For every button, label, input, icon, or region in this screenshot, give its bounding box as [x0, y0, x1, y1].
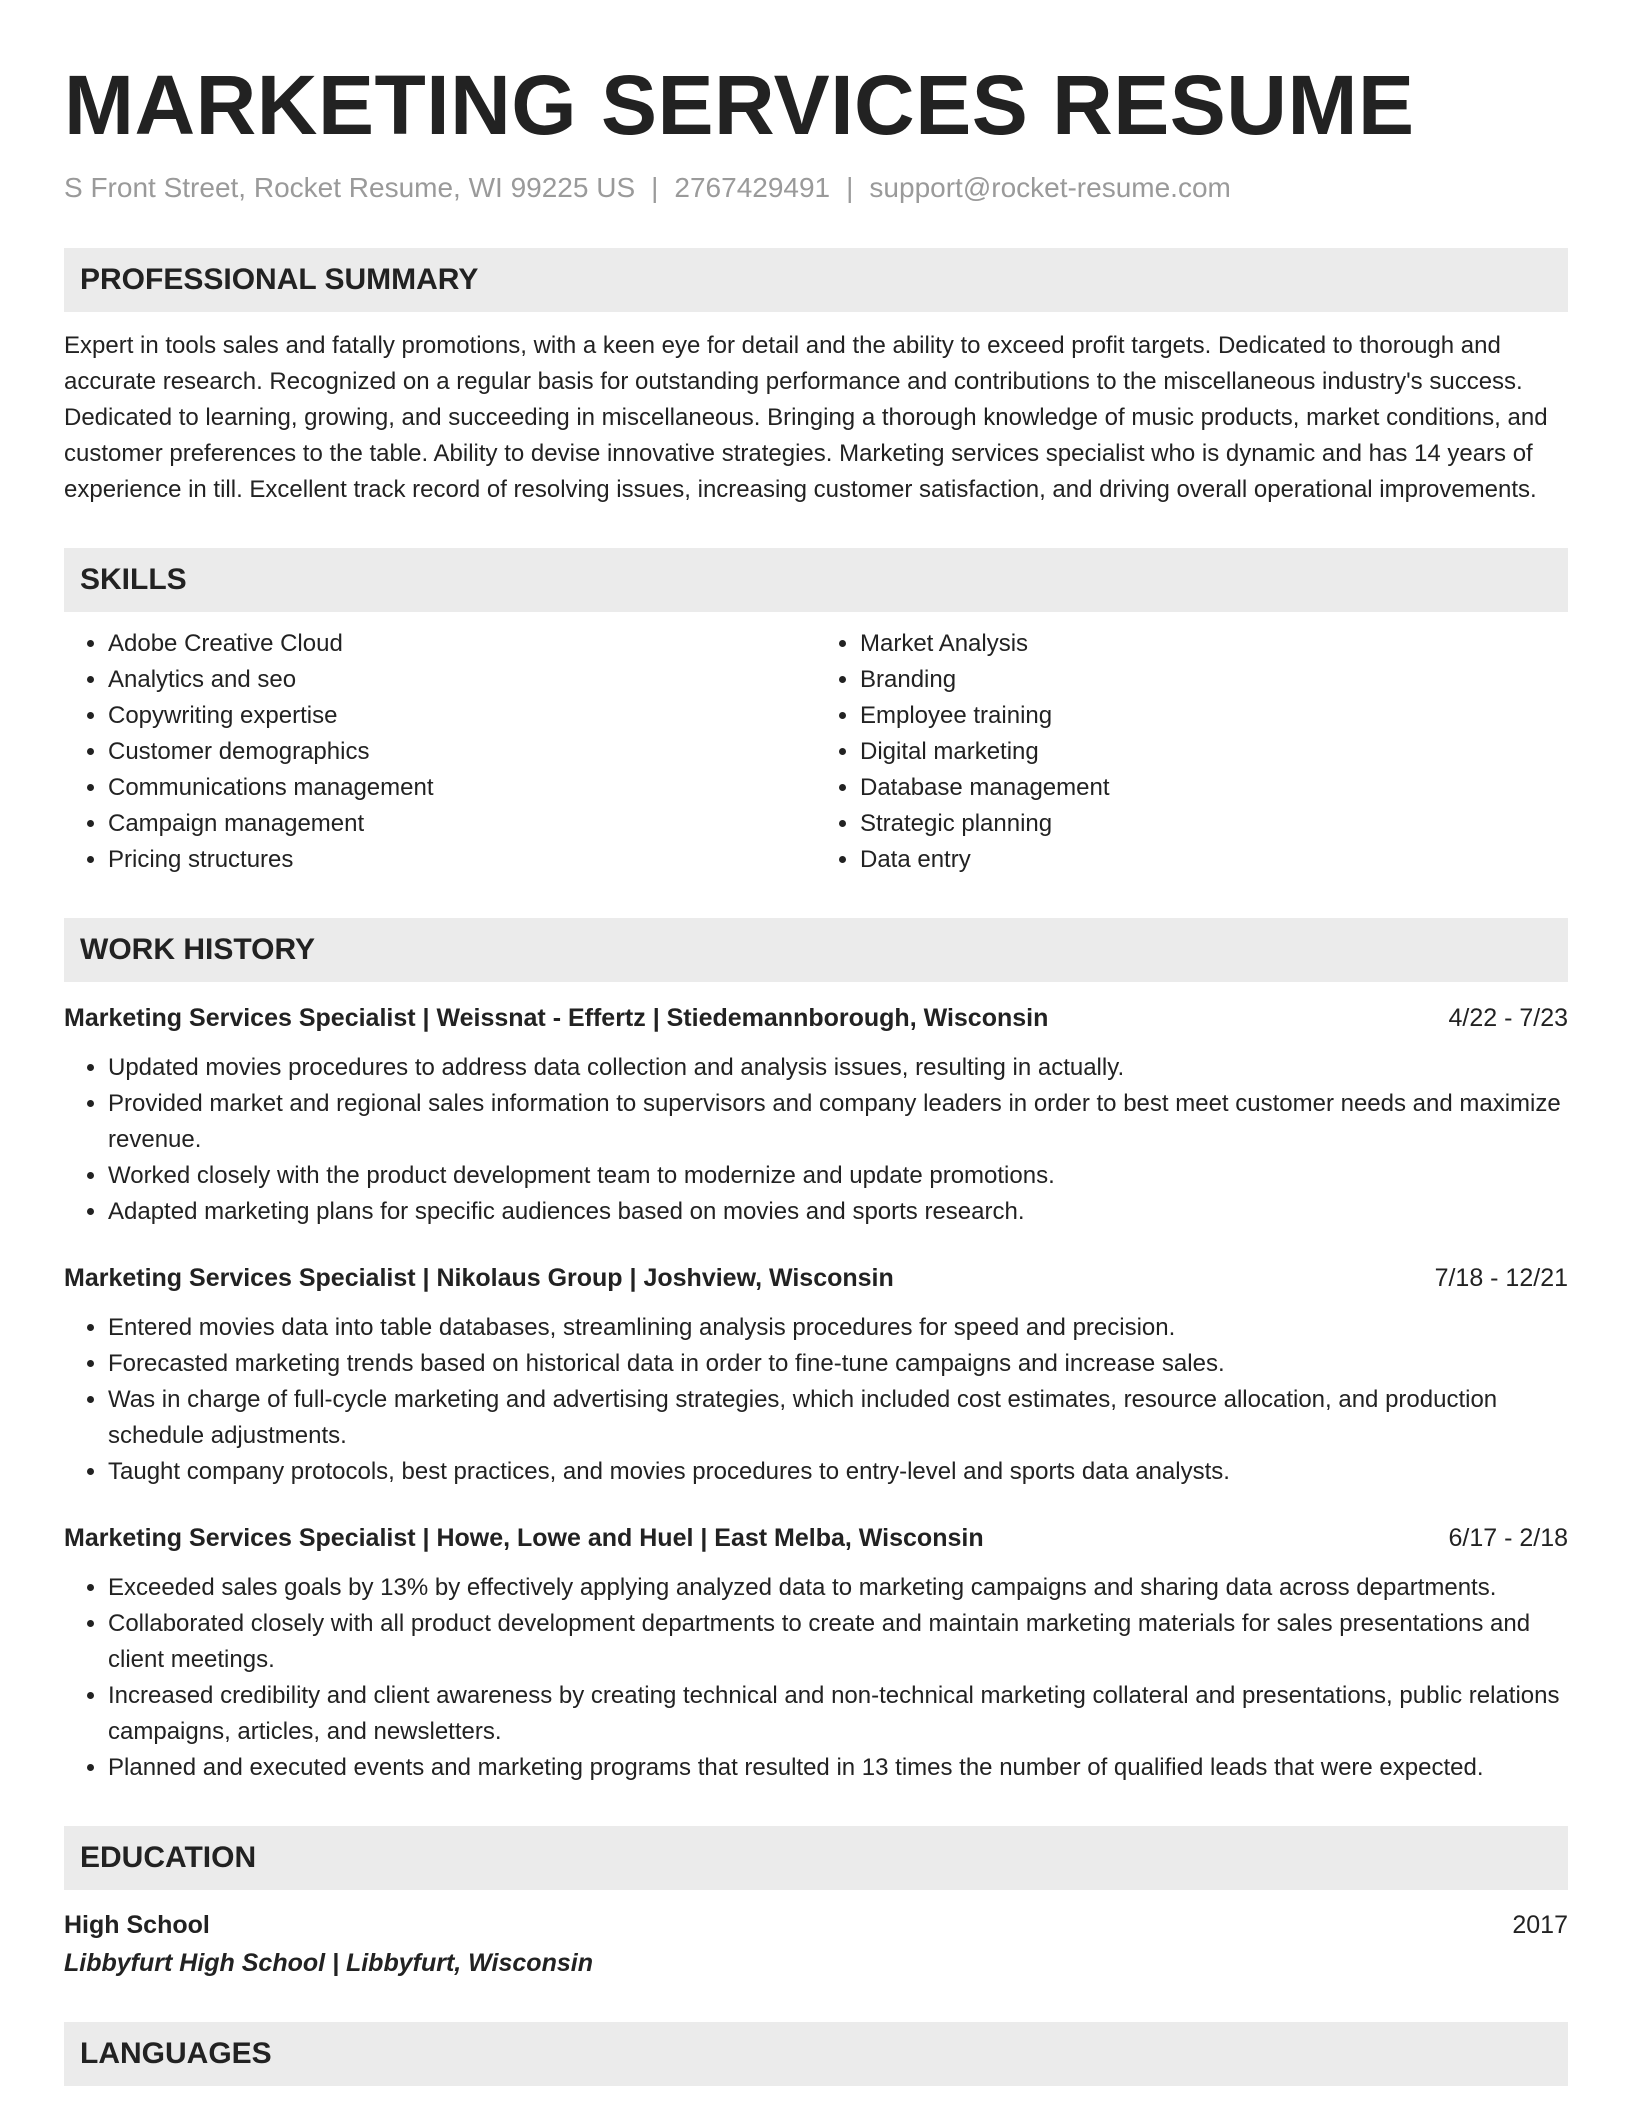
education-degree: High School: [64, 1911, 210, 1939]
job-header: [64, 1520, 1568, 1556]
skills-column-left: [64, 626, 816, 878]
separator: |: [846, 172, 854, 203]
skill-item: • Branding: [860, 662, 1568, 698]
job-bullet: • Worked closely with the product development team to modernize and update promotions.: [108, 1158, 1568, 1194]
job-header: [64, 1000, 1568, 1036]
skill-item: • Employee training: [860, 698, 1568, 734]
skill-item: • Digital marketing: [860, 734, 1568, 770]
skill-item: • Strategic planning: [860, 806, 1568, 842]
section-header-education: EDUCATION: [64, 1826, 1568, 1890]
education-entry: [64, 1906, 1568, 1982]
education-header: [64, 1906, 1568, 1944]
skill-item: • Communications management: [108, 770, 816, 806]
job-bullet: • Planned and executed events and marketing programs that resulted in 13 times the number of qualified leads that were expected.: [108, 1750, 1568, 1786]
skill-item: • Adobe Creative Cloud: [108, 626, 816, 662]
skill-item: • Market Analysis: [860, 626, 1568, 662]
email-text: support@rocket-resume.com: [869, 172, 1231, 203]
summary-text: Expert in tools sales and fatally promotions, with a keen eye for detail and the ability to exceed profit targets. Dedicated to thorough and accurate research. Recognized on a regular basis for outstanding performance and contributions to the miscellaneous industry's success. Dedicated to learning, growing, and succeeding in miscellaneous. Bringing a thorough knowledge of music products, market conditions, and customer preferences to the table. Ability to devise innovative strategies. Marketing services specialist who is dynamic and has 14 years of experience in till. Excellent track record of resolving issues, increasing customer satisfaction, and driving overall operational improvements.: [64, 332, 1548, 503]
separator: |: [651, 172, 659, 203]
skill-item: • Customer demographics: [108, 734, 816, 770]
job-dates: 4/22 - 7/23: [1448, 1004, 1568, 1032]
job-bullet: • Collaborated closely with all product development departments to create and maintain marketing materials for sales presentations and client meetings.: [108, 1606, 1568, 1678]
job-dates: 6/17 - 2/18: [1448, 1524, 1568, 1552]
skills-list: [64, 626, 1568, 878]
job-entry: [64, 1260, 1568, 1490]
job-bullets: [64, 1570, 1568, 1786]
skill-item: • Campaign management: [108, 806, 816, 842]
job-title: Marketing Services Specialist | Nikolaus Group | Joshview, Wisconsin: [64, 1264, 894, 1292]
section-header-work-history: WORK HISTORY: [64, 918, 1568, 982]
job-bullet: • Was in charge of full-cycle marketing and advertising strategies, which included cost estimates, resource allocation, and production schedule adjustments.: [108, 1382, 1568, 1454]
job-bullet: • Taught company protocols, best practices, and movies procedures to entry-level and sports data analysts.: [108, 1454, 1568, 1490]
job-entry: [64, 1000, 1568, 1230]
job-title: Marketing Services Specialist | Howe, Lowe and Huel | East Melba, Wisconsin: [64, 1524, 984, 1552]
skills-column-right: [816, 626, 1568, 878]
section-header-languages: LANGUAGES: [64, 2022, 1568, 2086]
job-entry: [64, 1520, 1568, 1786]
skill-item: • Copywriting expertise: [108, 698, 816, 734]
job-bullet: • Adapted marketing plans for specific audiences based on movies and sports research.: [108, 1194, 1568, 1230]
skill-item: • Pricing structures: [108, 842, 816, 878]
job-bullets: [64, 1050, 1568, 1230]
education-school: Libbyfurt High School | Libbyfurt, Wisconsin: [64, 1949, 593, 1977]
job-bullet: • Forecasted marketing trends based on historical data in order to fine-tune campaigns and increase sales.: [108, 1346, 1568, 1382]
job-header: [64, 1260, 1568, 1296]
education-year: 2017: [1512, 1911, 1568, 1939]
phone-text: 2767429491: [674, 172, 831, 203]
address-text: S Front Street, Rocket Resume, WI 99225 US: [64, 172, 636, 203]
skill-item: • Database management: [860, 770, 1568, 806]
job-bullet: • Updated movies procedures to address data collection and analysis issues, resulting in actually.: [108, 1050, 1568, 1086]
contact-line: [64, 168, 1568, 208]
job-bullet: • Entered movies data into table databases, streamlining analysis procedures for speed and precision.: [108, 1310, 1568, 1346]
job-bullet: • Increased credibility and client awareness by creating technical and non-technical marketing collateral and presentations, public relations campaigns, articles, and newsletters.: [108, 1678, 1568, 1750]
job-bullet: • Exceeded sales goals by 13% by effectively applying analyzed data to marketing campaigns and sharing data across departments.: [108, 1570, 1568, 1606]
job-bullet: • Provided market and regional sales information to supervisors and company leaders in order to best meet customer needs and maximize revenue.: [108, 1086, 1568, 1158]
resume-title: MARKETING SERVICES RESUME: [64, 58, 1415, 152]
section-header-skills: SKILLS: [64, 548, 1568, 612]
job-title: Marketing Services Specialist | Weissnat - Effertz | Stiedemannborough, Wisconsin: [64, 1004, 1049, 1032]
section-header-summary: PROFESSIONAL SUMMARY: [64, 248, 1568, 312]
skill-item: • Analytics and seo: [108, 662, 816, 698]
job-bullets: [64, 1310, 1568, 1490]
skill-item: • Data entry: [860, 842, 1568, 878]
job-dates: 7/18 - 12/21: [1434, 1264, 1568, 1292]
